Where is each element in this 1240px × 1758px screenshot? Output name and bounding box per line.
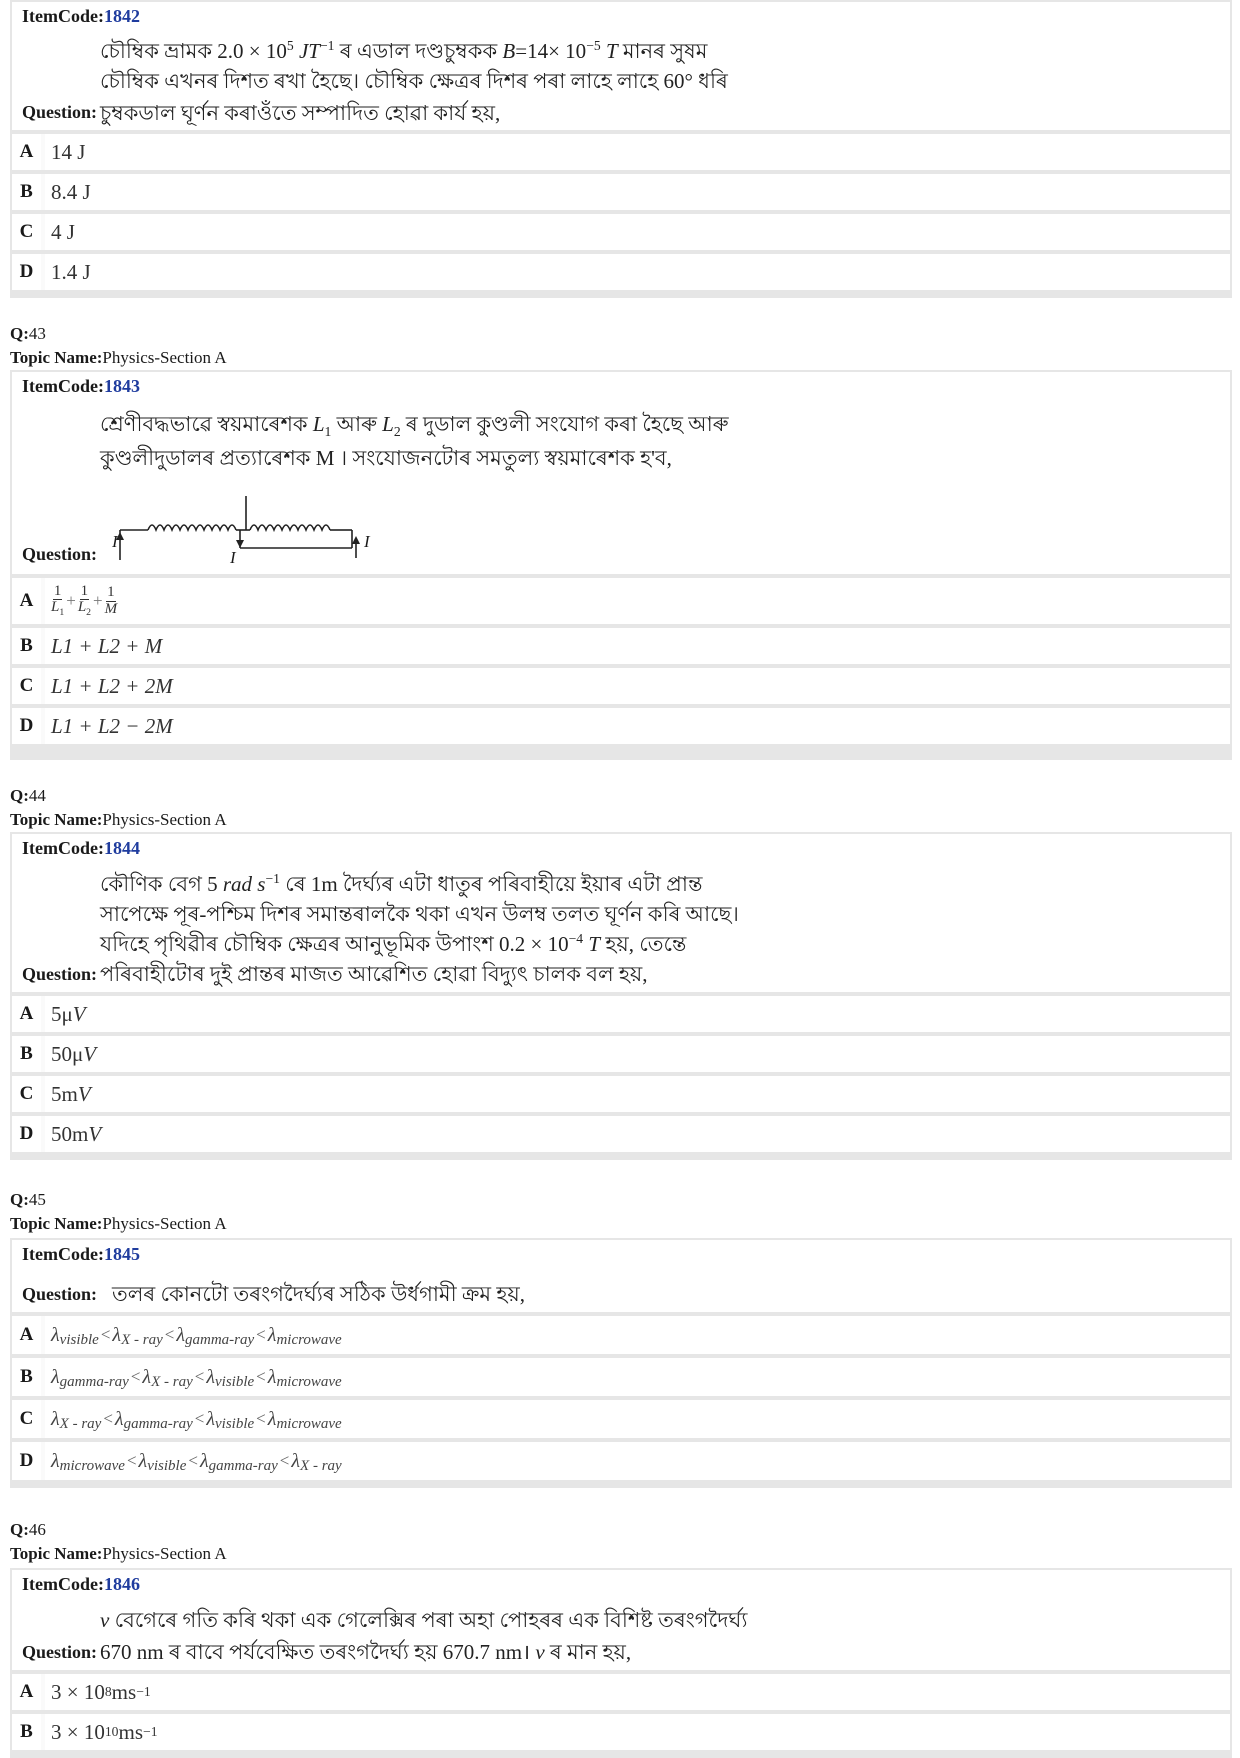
- option-label: A: [12, 134, 41, 170]
- option-row[interactable]: [12, 996, 1230, 1032]
- option-row[interactable]: [12, 668, 1230, 704]
- option-label: A: [12, 1316, 41, 1354]
- topic-name: Topic Name:Physics-Section A: [10, 810, 227, 829]
- option-label: A: [12, 578, 41, 624]
- option-label: C: [12, 1400, 41, 1438]
- fraction: $\frac{1}{M}$: [104, 583, 118, 617]
- option-value: 4 J: [45, 214, 1230, 250]
- question-number: Q:44: [10, 786, 46, 805]
- current-label: I: [230, 548, 236, 567]
- fraction: $\frac{1}{L_2}$: [77, 582, 92, 619]
- item-code: ItemCode:1844: [22, 838, 140, 858]
- option-label: C: [12, 214, 41, 250]
- option-label: D: [12, 254, 41, 290]
- option-row[interactable]: [12, 628, 1230, 664]
- option-row[interactable]: [12, 254, 1230, 290]
- option-row[interactable]: [12, 1316, 1230, 1354]
- option-label: C: [12, 1076, 41, 1112]
- option-row[interactable]: [12, 134, 1230, 170]
- item-code: ItemCode:1842: [22, 6, 140, 26]
- question-text-line: চৌম্বিক এখনৰ দিশত ৰখা হৈছে। চৌম্বিক ক্ষেত্ৰৰ দিশৰ পৰা লাহে লাহে 60° ধৰি: [100, 69, 728, 93]
- question-text-line: v বেগেৰে গতি কৰি থকা এক গেলেক্সিৰ পৰা অহা পোহৰৰ এক বিশিষ্ট তৰংগদৈৰ্ঘ্য: [100, 1608, 748, 1632]
- option-value: $\frac{1}{L_1}$ + $\frac{1}{L_2}$ + $\frac{1}{M}$: [45, 578, 1230, 624]
- question-label: Question:: [22, 1642, 98, 1662]
- option-label: C: [12, 668, 41, 704]
- option-row[interactable]: [12, 1358, 1230, 1396]
- question-label: Question:: [22, 102, 98, 122]
- question-text-line: সাপেক্ষে পূৰ-পশ্চিম দিশৰ সমান্তৰালকৈ থকা এখন উলম্ব তলত ঘূৰ্ণন কৰি আছে।: [100, 902, 739, 926]
- question-cell: [12, 834, 1230, 992]
- option-row[interactable]: [12, 1116, 1230, 1152]
- question-block-1843: [10, 370, 1232, 760]
- question-block-1845: [10, 1238, 1232, 1488]
- option-value: L1 + L2 − 2M: [45, 708, 1230, 744]
- option-label: B: [12, 174, 41, 210]
- question-block-1844: [10, 832, 1232, 1160]
- question-cell: [12, 1570, 1230, 1670]
- item-code: ItemCode:1845: [22, 1244, 140, 1264]
- option-row[interactable]: [12, 1714, 1230, 1750]
- option-value: 1.4 J: [45, 254, 1230, 290]
- topic-name: Topic Name:Physics-Section A: [10, 1544, 227, 1563]
- option-row[interactable]: [12, 214, 1230, 250]
- option-label: D: [12, 1442, 41, 1480]
- option-value: 14 J: [45, 134, 1230, 170]
- question-number: Q:45: [10, 1190, 46, 1209]
- question-number: Q:43: [10, 324, 46, 343]
- option-value: L1 + L2 + 2M: [45, 668, 1230, 704]
- option-value: λ $_{X - ray}$ < λ $_{gamma-ray}$ < λ $_{visible}$ < λ $_{microwave}$: [45, 1400, 1230, 1438]
- question-cell: [12, 372, 1230, 574]
- question-cell: [12, 1240, 1230, 1312]
- topic-name: Topic Name:Physics-Section A: [10, 348, 227, 367]
- option-row[interactable]: [12, 1076, 1230, 1112]
- option-value: L1 + L2 + M: [45, 628, 1230, 664]
- option-value: λ $_{microwave}$ < λ $_{visible}$ < λ $_{gamma-ray}$ < λ $_{X - ray}$: [45, 1442, 1230, 1480]
- option-value: 3 × 10 8 ms −1: [45, 1674, 1230, 1710]
- question-text-line: 670 nm ৰ বাবে পৰ্যবেক্ষিত তৰংগদৈৰ্ঘ্য হয় 670.7 nm। v ৰ মান হয়,: [100, 1640, 632, 1664]
- question-label: Question:: [22, 544, 98, 564]
- option-value: 50m V: [45, 1116, 1230, 1152]
- option-row[interactable]: [12, 1036, 1230, 1072]
- question-block-1842: [10, 0, 1232, 298]
- topic-name: Topic Name:Physics-Section A: [10, 1214, 227, 1233]
- coil-circuit-diagram: [102, 490, 422, 570]
- item-code: ItemCode:1843: [22, 376, 140, 396]
- question-label: Question:: [22, 964, 98, 984]
- option-label: D: [12, 1116, 41, 1152]
- question-text-line: তলৰ কোনটো তৰংগদৈৰ্ঘ্যৰ সঠিক উৰ্ধগামী ক্ৰম হয়,: [112, 1282, 525, 1306]
- question-block-1846: [10, 1568, 1232, 1758]
- option-label: D: [12, 708, 41, 744]
- option-row[interactable]: [12, 1674, 1230, 1710]
- item-code: ItemCode:1846: [22, 1574, 140, 1594]
- option-label: B: [12, 1714, 41, 1750]
- option-label: B: [12, 628, 41, 664]
- question-text-line: পৰিবাহীটোৰ দুই প্ৰান্তৰ মাজত আৱেশিত হোৱা বিদ্যুৎ চালক বল হয়,: [100, 962, 648, 986]
- question-text-line: শ্ৰেণীবদ্ধভাৱে স্বয়মাৰেশক $L_1$ আৰু $L_2$ ৰ দুডাল কুণ্ডলী সংযোগ কৰা হৈছে আৰু: [100, 412, 729, 440]
- option-value: λ $_{gamma-ray}$ < λ $_{X - ray}$ < λ $_{visible}$ < λ $_{microwave}$: [45, 1358, 1230, 1396]
- option-value: 50μ V: [45, 1036, 1230, 1072]
- option-label: A: [12, 1674, 41, 1710]
- option-label: B: [12, 1358, 41, 1396]
- option-label: A: [12, 996, 41, 1032]
- option-row[interactable]: [12, 708, 1230, 744]
- question-cell: [12, 2, 1230, 130]
- question-text-line: চৌম্বিক ভ্ৰামক $2.0 \times 10^5$ $JT^{-1}$ ৰ এডাল দণ্ডচুম্বকক $B=14\times 10^{-5}$ T মানৰ সুষম: [100, 38, 708, 63]
- question-number: Q:46: [10, 1520, 46, 1539]
- option-row[interactable]: [12, 1442, 1230, 1480]
- question-text-line: কৌণিক বেগ 5 rad $s^{-1}$ ৰে 1m দৈৰ্ঘ্যৰ এটা ধাতুৰ পৰিবাহীয়ে ইয়াৰ এটা প্ৰান্ত: [100, 871, 703, 896]
- option-label: B: [12, 1036, 41, 1072]
- fraction: $\frac{1}{L_1}$: [51, 582, 65, 619]
- option-value: 5m V: [45, 1076, 1230, 1112]
- option-row[interactable]: [12, 578, 1230, 624]
- question-text-line: কুণ্ডলীদুডালৰ প্ৰত্যাৰেশক M । সংযোজনটোৰ সমতুল্য স্বয়মাৰেশক হ'ব,: [100, 446, 672, 470]
- question-text-line: যদিহে পৃথিৱীৰ চৌম্বিক ক্ষেত্ৰৰ আনুভূমিক উপাংশ $0.2 \times 10^{-4}$ T হয়, তেন্তে: [100, 931, 687, 956]
- current-label: I: [364, 532, 370, 551]
- question-text-line: চুম্বকডাল ঘূৰ্ণন কৰাওঁতে সম্পাদিত হোৱা কাৰ্য হয়,: [100, 101, 501, 125]
- question-label: Question:: [22, 1284, 98, 1304]
- option-value: 3 × 10 10 ms −1: [45, 1714, 1230, 1750]
- option-row[interactable]: [12, 174, 1230, 210]
- option-row[interactable]: [12, 1400, 1230, 1438]
- option-value: λ $_{visible}$ < λ $_{X - ray}$ < λ $_{gamma-ray}$ < λ $_{microwave}$: [45, 1316, 1230, 1354]
- option-value: 5μ V: [45, 996, 1230, 1032]
- current-label: I: [112, 532, 118, 551]
- option-value: 8.4 J: [45, 174, 1230, 210]
